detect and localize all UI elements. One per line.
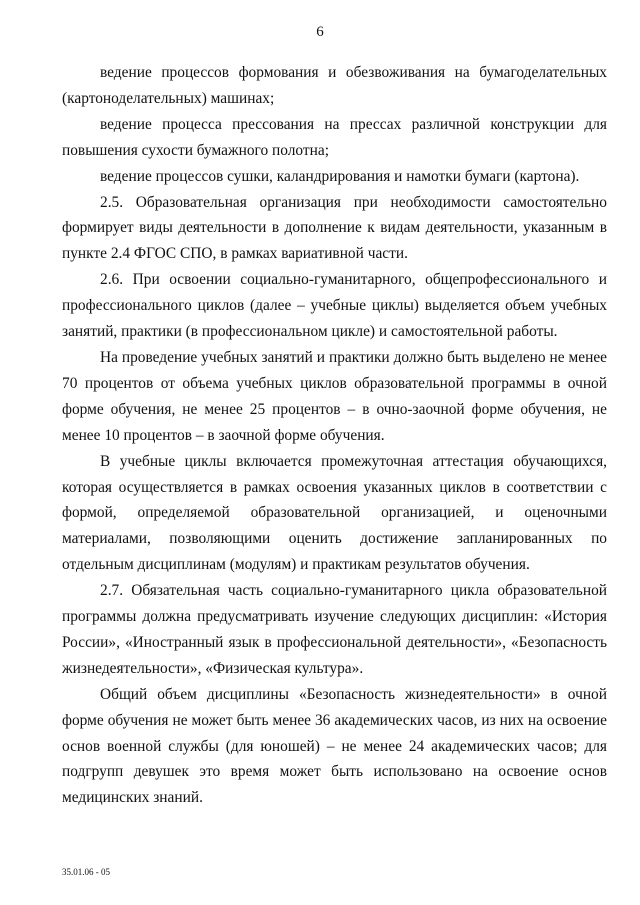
document-body [62, 60, 607, 811]
paragraph-pressing: ведение процесса прессования на прессах различной конструкции для повышения сухости бумажного полотна; [62, 115, 607, 159]
paragraph-intermediate-assessment: В учебные циклы включается промежуточная аттестация обучающихся, которая осуществляется в рамках освоения указанных циклов в соответствии с формой, определяемой образовательной организацией, и оценочными материалами, позволяющими оценить достижение запланированных по отдельным дисциплинам (модулям) и практикам результатов обучения. [62, 452, 607, 574]
paragraph-training-volume: На проведение учебных занятий и практики должно быть выделено не менее 70 процентов от объема учебных циклов образовательной программы в очной форме обучения, не менее 25 процентов – в очно-заочной форме обучения, не менее 10 процентов – в заочной форме обучения. [62, 348, 607, 444]
paragraph-drying-calendering: ведение процессов сушки, каландрирования и намотки бумаги (картона). [100, 167, 580, 185]
document-code: 35.01.06 - 05 [62, 867, 110, 877]
paragraph-clause-2-6: 2.6. При освоении социально-гуманитарного, общепрофессионального и профессионального циклов (далее – учебные циклы) выделяется объем учебных занятий, практики (в профессиональном цикле) и самостоятельной работы. [62, 271, 607, 341]
paragraph-life-safety-hours: Общий объем дисциплины «Безопасность жизнедеятельности» в очной форме обучения не может быть менее 36 академических часов, из них на освоение основ военной службы (для юношей) – не менее 24 академических часов; для подгрупп девушек это время может быть использовано на освоение основ медицинских знаний. [62, 685, 607, 807]
paragraph-clause-2-7: 2.7. Обязательная часть социально-гуманитарного цикла образовательной программы должна предусматривать изучение следующих дисциплин: «История России», «Иностранный язык в профессиональной деятельности», «Безопасность жизнедеятельности», «Физическая культура». [62, 582, 607, 677]
page-number: 6 [316, 24, 324, 40]
paragraph-clause-2-5: 2.5. Образовательная организация при необходимости самостоятельно формирует виды деятельности в дополнение к видам деятельности, указанным в пункте 2.4 ФГОС СПО, в рамках вариативной части. [62, 193, 607, 263]
paragraph-papermaking-forming: ведение процессов формования и обезвоживания на бумагоделательных (картоноделательных) машинах; [62, 64, 607, 107]
